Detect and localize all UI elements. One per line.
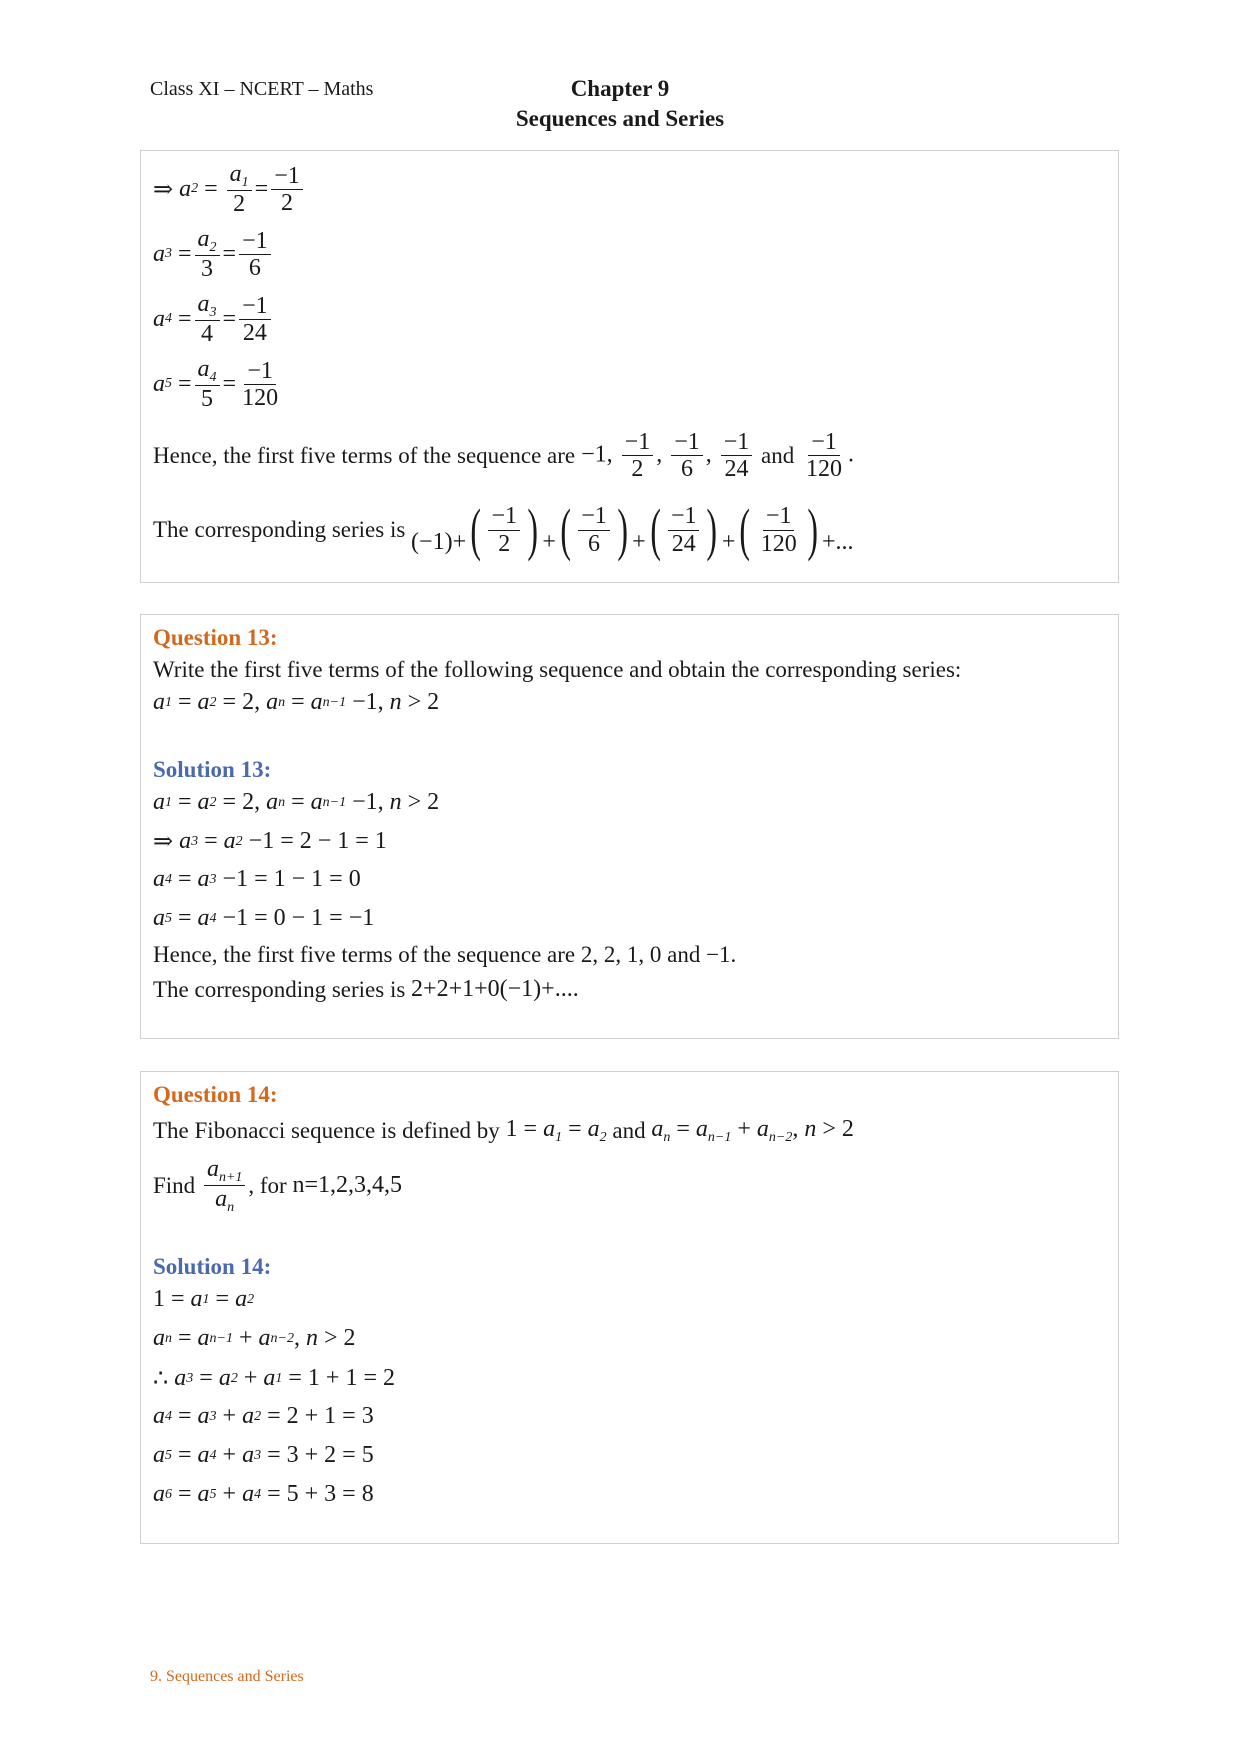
question-14-for-text: , for	[248, 1172, 287, 1198]
and-text: and	[761, 442, 795, 468]
equation-a2: ⇒ a 2 = $\frac{a_1}{2}$ = $\frac{-1}{2}$	[153, 161, 306, 218]
solution-14-a6: a 6 = a 5 + a 4 = 5 + 3 = 8	[153, 1481, 374, 1507]
solution-14-given-1: 1 = a 1 = a 2	[153, 1286, 255, 1312]
equation-a4: a 4 = $\frac{a_3}{4}$ = $\frac{-1}{24}$	[153, 291, 274, 348]
hence-text: Hence, the first five terms of the sequence are	[153, 442, 576, 468]
chapter-title: Sequences and Series	[515, 106, 725, 131]
solution-13-series-text: The corresponding series is	[153, 976, 406, 1002]
equation-a3: a 3 = $\frac{a_2}{3}$ = $\frac{-1}{6}$	[153, 226, 274, 283]
terms-expression: −1, $\frac{-1}{2}$ , $\frac{-1}{6}$ , $\frac{-1}{24}$	[575, 429, 755, 483]
question-14-n-values: n=1,2,3,4,5	[292, 1172, 403, 1199]
question-13-text: Write the first five terms of the following sequence and obtain the corresponding series:	[153, 657, 962, 682]
solution-13-given: a 1 = a 2 = 2, a n = a n−1 −1, n > 2	[153, 789, 440, 815]
solution-13-hence: Hence, the first five terms of the sequence are 2, 2, 1, 0 and −1.	[153, 942, 737, 967]
solution-13-series-expression: 2+2+1+0(−1)+....	[411, 976, 579, 1002]
question-13-equation: a 1 = a 2 = 2, a n = a n−1 −1, n > 2	[153, 689, 440, 715]
solution-13-a5: a 5 = a 4 −1 = 0 − 1 = −1	[153, 905, 375, 931]
solution-13-heading: Solution 13:	[153, 757, 272, 782]
footer-chapter-label: 9. Sequences and Series	[150, 1668, 304, 1685]
solution-13-a3: ⇒ a 3 = a 2 −1 = 2 − 1 = 1	[153, 828, 387, 855]
series-expression: (−1)+ ( $\frac{-1}{2}$ ) + ( $\frac{-1}{6}$ ) + ( $\frac{-1}{24}$ ) + ( $\frac{-1}{120}$ ) +...	[411, 497, 854, 562]
solution-continuation-box	[140, 150, 1119, 583]
equation-a5: a 5 = $\frac{a_4}{5}$ = $\frac{-1}{120}$	[153, 356, 279, 413]
series-line	[153, 497, 854, 562]
hence-terms-line: Hence, the first five terms of the sequence are −1, $\frac{-1}{2}$ , $\frac{-1}{6}$ , $\frac{-1}{24}$ and $\frac{-1}{120}$ .	[153, 429, 855, 483]
solution-14-a4: a 4 = a 3 + a 2 = 2 + 1 = 3	[153, 1403, 374, 1429]
header-class-label: Class XI – NCERT – Maths	[150, 78, 374, 100]
question-14-box	[140, 1071, 1119, 1544]
question-13-heading: Question 13:	[153, 625, 278, 650]
question-14-text: The Fibonacci sequence is defined by	[153, 1118, 500, 1143]
question-14-heading: Question 14:	[153, 1082, 278, 1107]
header-chapter	[480, 74, 760, 134]
question-14-and: and	[612, 1118, 646, 1143]
solution-14-a3: ∴ a 3 = a 2 + a 1 = 1 + 1 = 2	[153, 1365, 395, 1392]
solution-14-given-2: a n = a n−1 + a n−2 , n > 2	[153, 1325, 356, 1351]
solution-13-series-line	[153, 976, 579, 1003]
series-text: The corresponding series is	[153, 517, 406, 542]
solution-13-a4: a 4 = a 3 −1 = 1 − 1 = 0	[153, 866, 361, 892]
question-13-box	[140, 614, 1119, 1039]
question-14-find: Find $\frac{a_{n+1}}{a_n}$ , for n=1,2,3,4,5	[153, 1156, 403, 1216]
question-14-definition: The Fibonacci sequence is defined by $1 = a_1 = a_2$ and $a_n = a_{n-1} + a_{n-2}$, n > 2	[153, 1116, 854, 1145]
chapter-number: Chapter 9	[570, 76, 670, 101]
solution-14-a5: a 5 = a 4 + a 3 = 3 + 2 = 5	[153, 1442, 374, 1468]
question-14-find-text: Find	[153, 1172, 196, 1198]
solution-14-heading: Solution 14:	[153, 1254, 272, 1279]
